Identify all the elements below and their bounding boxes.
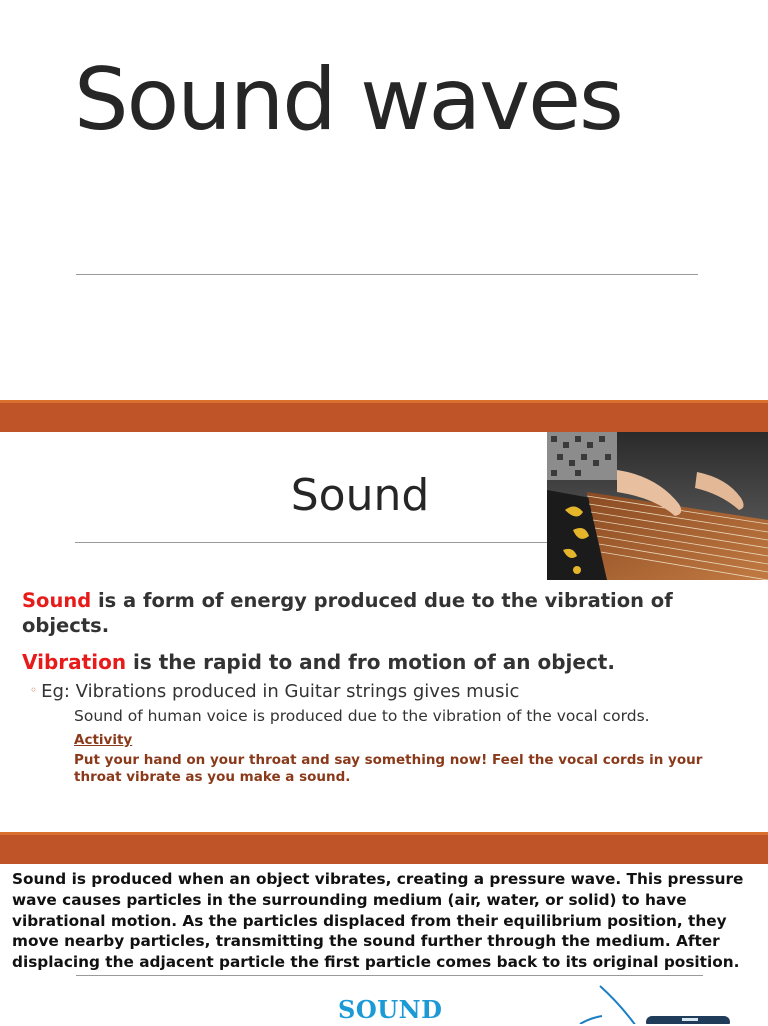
sound-production-paragraph: Sound is produced when an object vibrates, creating a pressure wave. This pressure wave causes particles in the surrounding medium (air, water, or solid) to have vibrational motion. As the particles displaced from their equilibrium position, they move nearby particles, transmitting the sound further through the medium. After displacing the adjacent particle the first particle comes back to its original position. <box>12 870 744 972</box>
slide1-title: Sound waves <box>74 50 622 150</box>
guzheng-illustration <box>547 432 768 580</box>
definition-text: is a form of energy produced due to the vibration of objects. <box>22 589 673 637</box>
title-divider <box>76 274 698 275</box>
slide2-title: Sound <box>290 470 430 521</box>
sound-wave-graphic <box>570 984 768 1024</box>
guzheng-photo <box>547 432 768 580</box>
slide-separator-band <box>0 400 768 432</box>
keyword-vibration: Vibration <box>22 650 127 674</box>
activity-heading: Activity <box>74 732 133 748</box>
activity-text: Put your hand on your throat and say something now! Feel the vocal cords in your throat vibrate as you make a sound. <box>74 752 703 785</box>
vibration-definition <box>22 650 742 675</box>
slide-separator-band <box>0 832 768 864</box>
human-voice-line: Sound of human voice is produced due to the vibration of the vocal cords. <box>74 707 650 725</box>
bullet-text: Eg: Vibrations produced in Guitar strings gives music <box>41 681 520 702</box>
content-divider <box>76 975 703 976</box>
sound-graphic-label: SOUND <box>338 995 443 1024</box>
title-divider <box>75 542 547 543</box>
definition-text: is the rapid to and fro motion of an object. <box>126 650 615 674</box>
sound-definition <box>22 588 742 638</box>
example-bullet <box>30 678 519 704</box>
bullet-circle-icon: ◦ <box>30 683 38 697</box>
keyword-sound: Sound <box>22 589 92 612</box>
wave-arc-icon <box>570 984 768 1024</box>
